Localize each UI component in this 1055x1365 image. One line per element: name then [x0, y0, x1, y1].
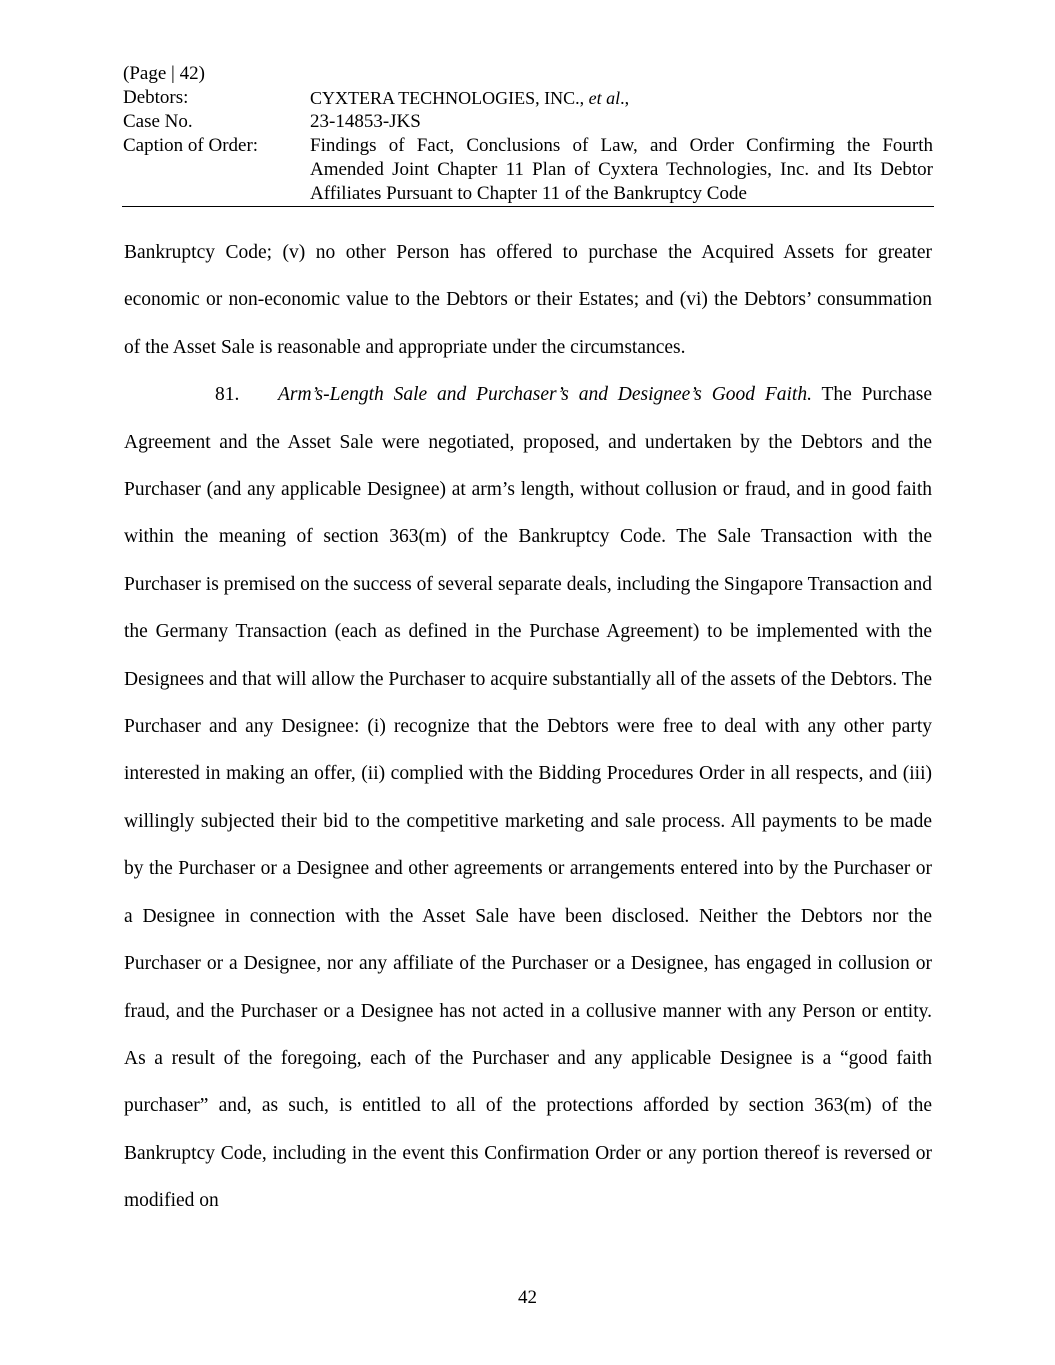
- case-number-label: Case No.: [123, 111, 193, 132]
- debtors-name: CYXTERA TECHNOLOGIES, INC.,: [310, 88, 585, 108]
- paragraph-heading: Arm’s-Length Sale and Purchaser’s and Designee’s Good Faith.: [278, 384, 812, 406]
- header-divider: [122, 206, 934, 207]
- case-number-row: [123, 110, 933, 134]
- caption-label: Caption of Order:: [123, 135, 259, 156]
- debtors-tail: .,: [620, 88, 630, 108]
- caption-row: [123, 134, 933, 206]
- page-reference-row: [123, 62, 933, 86]
- paragraph-text: The Purchase Agreement and the Asset Sale were negotiated, proposed, and undertaken by the Debtors and the Purchaser (and any applicable Designee) at arm’s length, without collusion or fraud, and in good faith within the meaning of section 363(m) of the Bankruptcy Code. The Sale Transaction with the Purchaser is premised on the success of several separate deals, including the Singapore Transaction and the Germany Transaction (each as defined in the Purchase Agreement) to be implemented with the Designees and that will allow the Purchaser to acquire substantially all of the assets of the Debtors. The Purchaser and any Designee: (i) recognize that the Debtors were free to deal with any other party interested in making an offer, (ii) complied with the Bidding Procedures Order in all respects, and (iii) willingly subjected their bid to the competitive marketing and sale process. All payments to be made by the Purchaser or a Designee and other agreements or arrangements entered into by the Purchaser or a Designee in connection with the Asset Sale have been disclosed. Neither the Debtors nor the Purchaser or a Designee, nor any affiliate of the Purchaser or a Designee, has engaged in collusion or fraud, and the Purchaser or a Designee has not acted in a collusive manner with any Person or entity. As a result of the foregoing, each of the Purchaser and any applicable Designee is a “good faith purchaser” and, as such, is entitled to all of the protections afforded by section 363(m) of the Bankruptcy Code, including in the event this Confirmation Order or any portion thereof is reversed or modified on: [124, 384, 932, 1212]
- paragraph-number: 81.: [215, 384, 240, 406]
- debtors-row: [123, 86, 933, 110]
- debtors-label: Debtors:: [123, 87, 189, 108]
- document-header: [123, 62, 933, 206]
- page-number: 42: [518, 1287, 537, 1308]
- page-reference: (Page | 42): [123, 63, 205, 84]
- paragraph-81: [124, 371, 932, 1224]
- debtors-value: [310, 86, 933, 110]
- document-body: [124, 229, 932, 1225]
- debtors-et-al: et al: [588, 88, 621, 108]
- case-number-value: 23-14853-JKS: [310, 111, 421, 132]
- caption-value: Findings of Fact, Conclusions of Law, and Order Confirming the Fourth Amended Joint Chapter 11 Plan of Cyxtera Technologies, Inc. and Its Debtor Affiliates Pursuant to Chapter 11 of the Bankruptcy Code: [310, 135, 933, 204]
- continuation-paragraph: Bankruptcy Code; (v) no other Person has offered to purchase the Acquired Assets for greater economic or non-economic value to the Debtors or their Estates; and (vi) the Debtors’ consummation of the Asset Sale is reasonable and appropriate under the circumstances.: [124, 242, 932, 358]
